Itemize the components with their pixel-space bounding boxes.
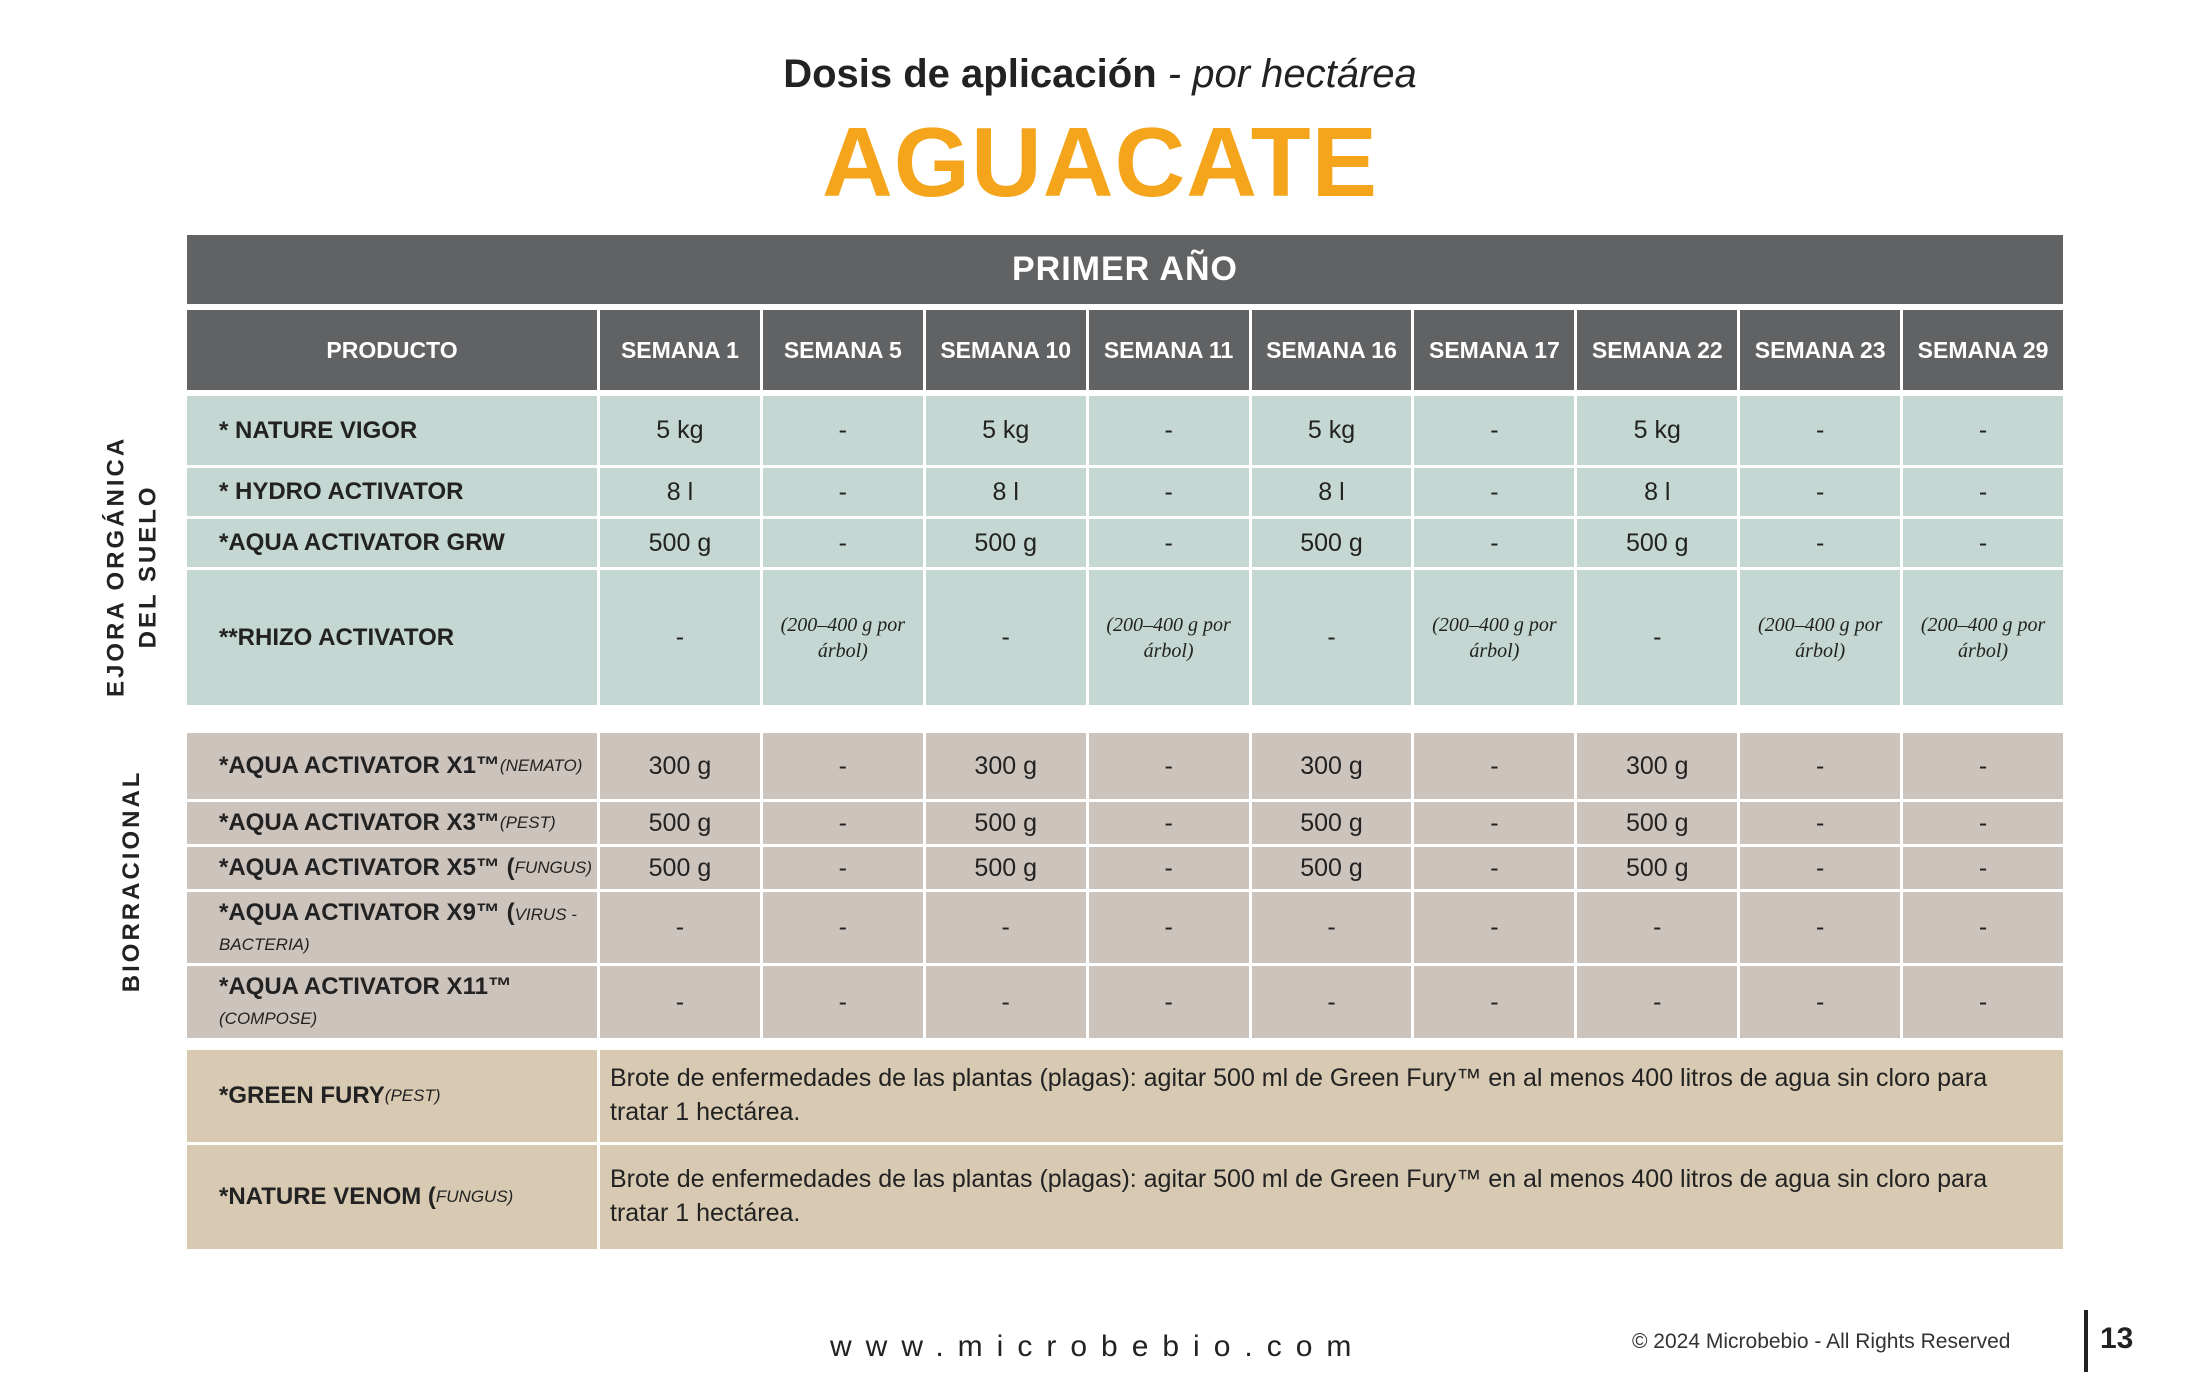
dose-cell: 500 g xyxy=(600,802,760,844)
treatment-description: Brote de enfermedades de las plantas (plagas): agitar 500 ml de Green Fury™ en al menos 400 litros de agua sin cloro para tratar 1 hectárea. xyxy=(600,1145,2063,1249)
table-header-row xyxy=(187,310,2063,390)
dose-cell: 500 g xyxy=(600,847,760,889)
dose-cell: - xyxy=(1414,733,1574,799)
dose-cell: 5 kg xyxy=(1577,396,1737,465)
dose-cell: - xyxy=(1740,966,1900,1038)
product-label: *AQUA ACTIVATOR X11™ xyxy=(219,973,512,1000)
product-name: * HYDRO ACTIVATOR xyxy=(187,468,597,516)
dose-cell: - xyxy=(763,966,923,1038)
page-subtitle xyxy=(0,52,2200,97)
dose-cell: 300 g xyxy=(1577,733,1737,799)
product-tag: FUNGUS) xyxy=(514,858,593,878)
dose-cell: - xyxy=(1089,733,1249,799)
biorational-group-table xyxy=(187,733,2063,1038)
dose-cell: (200–400 g por árbol) xyxy=(1740,570,1900,705)
dose-cell: - xyxy=(1740,519,1900,567)
product-name: **RHIZO ACTIVATOR xyxy=(187,570,597,705)
dose-cell: - xyxy=(600,966,760,1038)
dose-cell: - xyxy=(1089,966,1249,1038)
dose-cell: - xyxy=(926,892,1086,963)
footer-divider xyxy=(2084,1310,2088,1372)
column-header: PRODUCTO xyxy=(187,310,597,390)
dose-cell: (200–400 g por árbol) xyxy=(1089,570,1249,705)
dose-cell: - xyxy=(1252,966,1412,1038)
page-number: 13 xyxy=(2100,1322,2134,1355)
dose-cell: - xyxy=(1903,396,2063,465)
dose-cell: 5 kg xyxy=(600,396,760,465)
copyright-notice: © 2024 Microbebio - All Rights Reserved xyxy=(1632,1330,2011,1353)
dose-cell: - xyxy=(763,396,923,465)
dose-cell: - xyxy=(1577,966,1737,1038)
dose-cell: 8 l xyxy=(1577,468,1737,516)
dose-cell: 5 kg xyxy=(926,396,1086,465)
dose-cell: - xyxy=(926,570,1086,705)
dose-cell: 5 kg xyxy=(1252,396,1412,465)
soil-group-table xyxy=(187,396,2063,705)
dose-cell: 8 l xyxy=(926,468,1086,516)
dose-cell: - xyxy=(1740,802,1900,844)
dose-cell: 500 g xyxy=(1577,519,1737,567)
dose-cell: - xyxy=(1089,519,1249,567)
column-header: SEMANA 23 xyxy=(1740,310,1900,390)
product-tag: FUNGUS) xyxy=(435,1187,514,1207)
dose-cell: - xyxy=(1903,468,2063,516)
dose-cell: - xyxy=(763,519,923,567)
dose-cell: - xyxy=(763,847,923,889)
dose-cell: - xyxy=(1252,570,1412,705)
product-tag: (COMPOSE) xyxy=(219,1009,318,1028)
dose-cell: - xyxy=(1089,847,1249,889)
treatment-group-table xyxy=(187,1050,2063,1249)
dose-cell: - xyxy=(1414,847,1574,889)
dose-cell: - xyxy=(1577,570,1737,705)
product-name xyxy=(187,847,597,889)
subtitle-italic: - por hectárea xyxy=(1156,52,1417,96)
treatment-description: Brote de enfermedades de las plantas (plagas): agitar 500 ml de Green Fury™ en al menos 400 litros de agua sin cloro para tratar 1 hectárea. xyxy=(600,1050,2063,1142)
product-name xyxy=(187,802,597,844)
dose-cell: - xyxy=(1089,468,1249,516)
dose-cell: - xyxy=(926,966,1086,1038)
product-name xyxy=(187,966,597,1038)
product-label: *AQUA ACTIVATOR X5™ ( xyxy=(219,854,515,881)
group-label-line: EJORA ORGÁNICA xyxy=(102,435,130,697)
dose-cell: - xyxy=(763,733,923,799)
column-header: SEMANA 11 xyxy=(1089,310,1249,390)
dose-cell: - xyxy=(1903,519,2063,567)
dose-cell: - xyxy=(1089,396,1249,465)
dose-cell: - xyxy=(1903,966,2063,1038)
dose-cell: 500 g xyxy=(1252,802,1412,844)
dose-cell: - xyxy=(1903,892,2063,963)
year-band: PRIMER AÑO xyxy=(187,235,2063,304)
dose-cell: 8 l xyxy=(600,468,760,516)
product-name: * NATURE VIGOR xyxy=(187,396,597,465)
dose-cell: 500 g xyxy=(926,519,1086,567)
dose-cell: (200–400 g por árbol) xyxy=(763,570,923,705)
dose-cell: - xyxy=(1740,468,1900,516)
product-tag: (PEST) xyxy=(384,1086,441,1106)
dose-cell: - xyxy=(763,468,923,516)
dose-cell: 500 g xyxy=(1577,802,1737,844)
dose-cell: - xyxy=(600,570,760,705)
product-name xyxy=(187,733,597,799)
product-name xyxy=(187,892,597,963)
dose-cell: - xyxy=(1740,847,1900,889)
dose-cell: 300 g xyxy=(1252,733,1412,799)
dose-cell: - xyxy=(1740,733,1900,799)
dose-cell: - xyxy=(1414,468,1574,516)
dose-cell: 500 g xyxy=(1577,847,1737,889)
product-label: *AQUA ACTIVATOR X3™ xyxy=(219,809,500,836)
group-label-line: DEL SUELO xyxy=(135,484,162,649)
column-header: SEMANA 22 xyxy=(1577,310,1737,390)
column-header: SEMANA 1 xyxy=(600,310,760,390)
product-name: *AQUA ACTIVATOR GRW xyxy=(187,519,597,567)
dose-cell: - xyxy=(1089,802,1249,844)
dose-cell: 300 g xyxy=(926,733,1086,799)
column-header: SEMANA 16 xyxy=(1252,310,1412,390)
product-name xyxy=(187,1145,597,1249)
dose-cell: 500 g xyxy=(1252,519,1412,567)
dose-cell: - xyxy=(1414,396,1574,465)
subtitle-main: Dosis de aplicación xyxy=(783,52,1157,96)
dose-cell: - xyxy=(763,892,923,963)
dose-cell: - xyxy=(763,802,923,844)
column-header: SEMANA 17 xyxy=(1414,310,1574,390)
group-label-biorational: BIORRACIONAL xyxy=(117,769,145,993)
dose-cell: (200–400 g por árbol) xyxy=(1903,570,2063,705)
column-header: SEMANA 10 xyxy=(926,310,1086,390)
product-tag: VIRUS - BACTERIA) xyxy=(219,904,577,954)
dose-cell: - xyxy=(1740,892,1900,963)
dose-cell: 500 g xyxy=(926,802,1086,844)
dose-cell: 300 g xyxy=(600,733,760,799)
dose-cell: - xyxy=(1903,733,2063,799)
dose-cell: 500 g xyxy=(600,519,760,567)
dose-cell: - xyxy=(1903,847,2063,889)
column-header: SEMANA 29 xyxy=(1903,310,2063,390)
dose-cell: - xyxy=(1414,519,1574,567)
dose-cell: 500 g xyxy=(926,847,1086,889)
dose-cell: (200–400 g por árbol) xyxy=(1414,570,1574,705)
dose-cell: 8 l xyxy=(1252,468,1412,516)
dose-cell: - xyxy=(1252,892,1412,963)
product-label: *AQUA ACTIVATOR X1™ xyxy=(219,752,500,779)
page-title: AGUACATE xyxy=(821,107,1379,217)
product-tag: (NEMATO) xyxy=(499,756,583,776)
dose-cell: - xyxy=(1740,396,1900,465)
dose-cell: 500 g xyxy=(1252,847,1412,889)
dose-cell: - xyxy=(600,892,760,963)
dose-cell: - xyxy=(1903,802,2063,844)
dose-cell: - xyxy=(1414,892,1574,963)
product-label: *AQUA ACTIVATOR X9™ ( xyxy=(219,898,515,926)
dose-cell: - xyxy=(1414,966,1574,1038)
product-name xyxy=(187,1050,597,1142)
product-label: *GREEN FURY xyxy=(219,1082,385,1109)
dose-cell: - xyxy=(1577,892,1737,963)
group-label-soil xyxy=(101,431,166,701)
product-tag: (PEST) xyxy=(499,813,556,833)
website-url[interactable]: www.microbebio.com xyxy=(830,1330,1366,1363)
product-label: *NATURE VENOM ( xyxy=(219,1183,436,1210)
column-header: SEMANA 5 xyxy=(763,310,923,390)
dose-cell: - xyxy=(1414,802,1574,844)
dose-cell: - xyxy=(1089,892,1249,963)
